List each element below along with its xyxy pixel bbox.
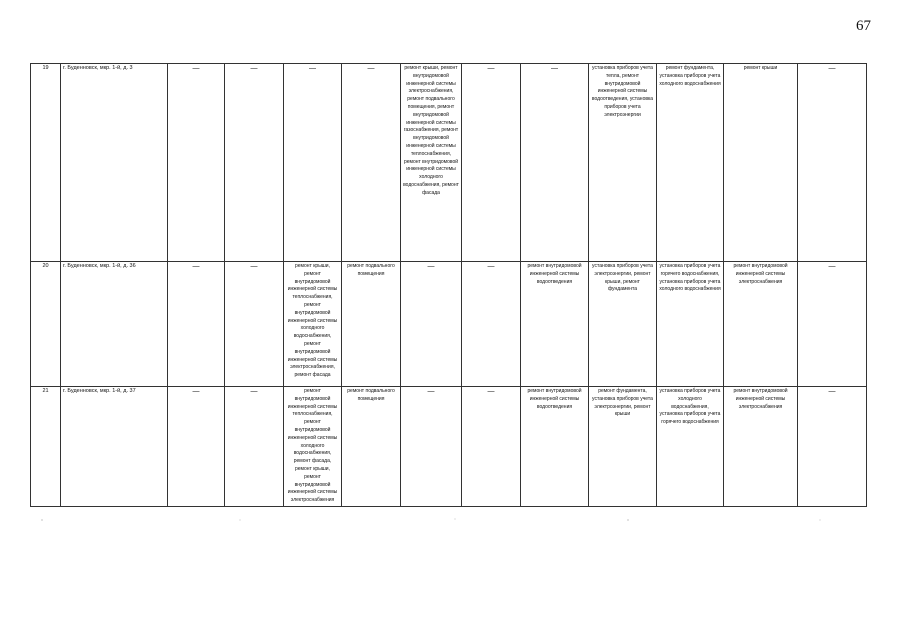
work-description: установка приборов учета электроэнергии, ремонт крыши, ремонт фундамента (592, 263, 653, 293)
work-description: установка приборов учета холодного водоснабжения, установка приборов учета горячего водоснабжения (659, 388, 721, 426)
dash-mark: — (250, 263, 258, 270)
table-cell (589, 387, 657, 507)
dash-mark: — (487, 263, 495, 270)
repair-schedule-table (30, 63, 867, 507)
table-cell (284, 262, 342, 387)
table-cell (168, 262, 225, 387)
table-cell (168, 64, 225, 262)
dash-mark: — (487, 65, 495, 72)
work-description: ремонт подвального помещения (347, 388, 395, 402)
table-row (31, 387, 867, 507)
address-cell: г. Буденновск, мкр. 1-й, д. 37 (61, 387, 168, 507)
work-description: ремонт внутридомовой инженерной системы водоотведения (527, 388, 582, 410)
table-cell (798, 262, 867, 387)
table-cell (724, 387, 798, 507)
table-cell (798, 64, 867, 262)
work-description: ремонт подвального помещения (347, 263, 395, 277)
table-cell (284, 387, 342, 507)
dash-mark: — (427, 263, 435, 270)
table-cell (521, 387, 589, 507)
table-cell (225, 387, 284, 507)
table-cell (225, 64, 284, 262)
address-cell: г. Буденновск, мкр. 1-й, д. 36 (61, 262, 168, 387)
dash-mark: — (192, 388, 200, 395)
table-cell (657, 262, 724, 387)
work-description: ремонт фундамента, установка приборов учета холодного водоснабжения (659, 65, 721, 87)
table-cell (401, 387, 462, 507)
table-cell (589, 262, 657, 387)
table-cell (168, 387, 225, 507)
table-body (31, 64, 867, 507)
work-description: ремонт фундамента, установка приборов учета электроэнергии, ремонт крыши (592, 388, 653, 418)
table-cell (521, 64, 589, 262)
address-cell: г. Буденновск, мкр. 1-й, д. 3 (61, 64, 168, 262)
page-number: 67 (856, 18, 871, 34)
table-cell (342, 64, 401, 262)
dash-mark: — (551, 65, 558, 72)
work-description: установка приборов учета тепла, ремонт внутридомовой инженерной системы водоотведения, установка приборов учета электроэнергии (591, 65, 654, 118)
dash-mark: — (367, 65, 375, 72)
dash-mark: — (309, 65, 316, 72)
work-description: ремонт внутридомовой инженерной системы теплоснабжения, ремонт внутридомовой инженерной системы холодного водоснабжения, ремонт фасада, ремонт крыши, ремонт внутридомовой инженерной системы электроснабжения (287, 388, 338, 504)
table-row (31, 64, 867, 262)
table-cell (401, 262, 462, 387)
table-cell (342, 262, 401, 387)
work-description: ремонт крыши, ремонт внутридомовой инженерной системы электроснабжения, ремонт подвального помещения, ремонт внутридомовой инженерной системы газоснабжения, ремонт внутридомовой инженерной системы теплоснабжения, ремонт внутридомовой инженерной системы холодного водоснабжения, ремонт фасада (403, 65, 459, 196)
table-cell (342, 387, 401, 507)
dash-mark: — (192, 263, 200, 270)
scan-noise-line (30, 518, 866, 522)
table-cell (657, 64, 724, 262)
table-cell (225, 262, 284, 387)
table-cell (462, 387, 521, 507)
row-number: 21 (31, 387, 61, 507)
table-cell (724, 64, 798, 262)
dash-mark: — (487, 388, 495, 395)
table-cell (401, 64, 462, 262)
table-row (31, 262, 867, 387)
work-description: ремонт крыши, ремонт внутридомовой инженерной системы теплоснабжения, ремонт внутридомовой инженерной системы холодного водоснабжения, ремонт внутридомовой инженерной системы электроснабжения, ремонт фасада (287, 263, 338, 379)
dash-mark: — (250, 65, 258, 72)
dash-mark: — (192, 65, 200, 72)
table-cell (284, 64, 342, 262)
table-cell (589, 64, 657, 262)
table-cell (724, 262, 798, 387)
work-description: ремонт внутридомовой инженерной системы электроснабжения (733, 388, 788, 410)
row-number: 19 (31, 64, 61, 262)
work-description: ремонт внутридомовой инженерной системы водоотведения (527, 263, 582, 285)
table-cell (521, 262, 589, 387)
dash-mark: — (250, 388, 258, 395)
work-description: ремонт внутридомовой инженерной системы электроснабжения (733, 263, 788, 285)
table-cell (657, 387, 724, 507)
work-description: установка приборов учета горячего водоснабжения, установка приборов учета холодного водоснабжения (659, 263, 721, 293)
dash-mark: — (828, 263, 836, 270)
dash-mark: — (828, 388, 836, 395)
work-description: ремонт крыши (743, 65, 778, 71)
table-cell (462, 262, 521, 387)
row-number: 20 (31, 262, 61, 387)
dash-mark: — (828, 65, 836, 72)
dash-mark: — (427, 388, 435, 395)
table-cell (798, 387, 867, 507)
table-cell (462, 64, 521, 262)
